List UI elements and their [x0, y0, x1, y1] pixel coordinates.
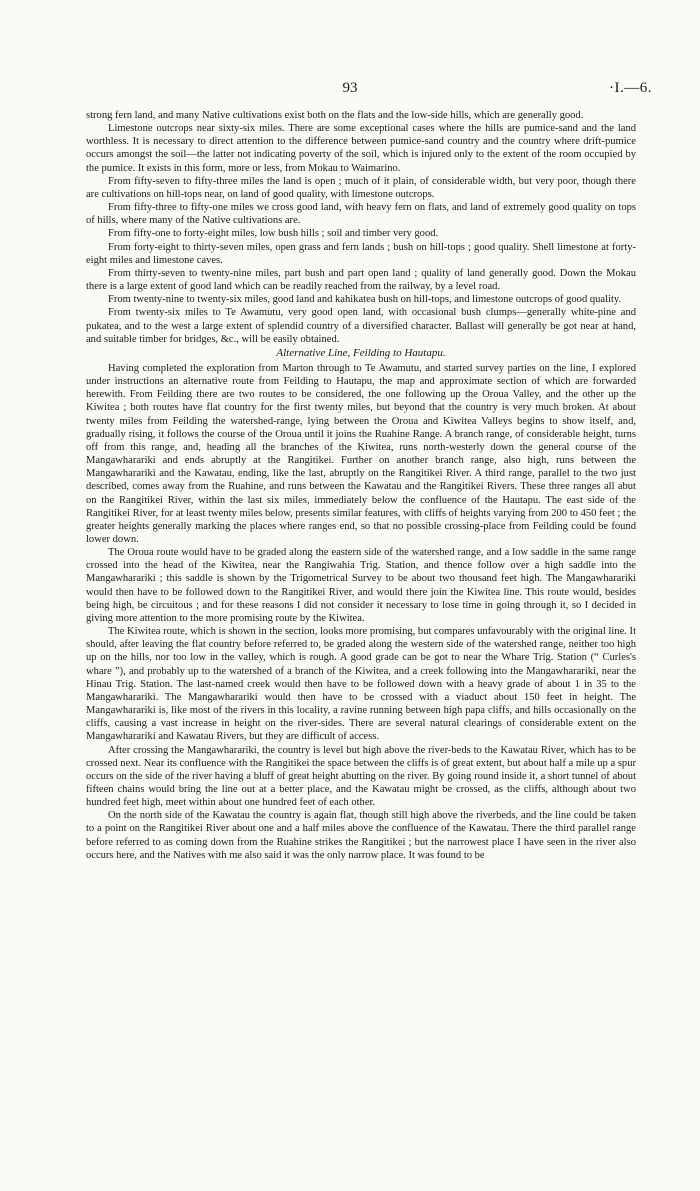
paragraph: The Oroua route would have to be graded along the eastern side of the watershed range, and a low saddle in the same range crossed into the head of the Kiwitea, near the Rangiwahia Trig. Station, and thence follow over a high saddle into the Mangawharariki ; this saddle is shown by the Trigometrical Survey to be about two thousand feet high. The Mangawharariki would then have to be followed down to the Rangitikei River, and would there join the Kiwitea line. This route would, besides being high, be circuitous ; and for these reasons I did not consider it necessary to lose time in going through it, so I decided in giving more attention to the more promising route by the Kiwitea. — [86, 547, 636, 624]
section-heading: Alternative Line, Feilding to Hautapu. — [276, 346, 446, 359]
paragraph: From thirty-seven to twenty-nine miles, part bush and part open land ; quality of land generally good. Down the Mokau there is a large extent of good land which can be readily reached from the railway, by a level road. — [86, 267, 636, 293]
body-text — [86, 109, 636, 862]
paragraph: On the north side of the Kawatau the country is again flat, though still high above the riverbeds, and the line could be taken to a point on the Rangitikei River about one and a half miles above the confluence of the Kawatau. There the third parallel range before referred to as coming down from the Ruahine strikes the Rangitikei ; but the narrowest place I have seen in the river also occurs here, and the Natives with me also said it was the only narrow place. It was found to be — [86, 810, 636, 861]
paragraph: After crossing the Mangawharariki, the country is level but high above the river-beds to the Kawatau River, which has to be crossed next. Near its confluence with the Rangitikei the space between the cliffs is of great extent, but about half a mile up a spur occurs on the side of the river having a bluff of great height abutting on the river. By going round inside it, a short tunnel of about fifteen chains would bring the line out at a better place, and the Kawatau might be crossed, as the cliffs, although about two hundred feet high, meet within about one hundred feet of each other. — [86, 744, 636, 809]
document-reference: ·I.—6. — [609, 80, 652, 96]
paragraph: strong fern land, and many Native cultivations exist both on the flats and the low-side hills, which are generally good. — [86, 110, 584, 121]
paragraph: The Kiwitea route, which is shown in the section, looks more promising, but compares unfavourably with the original line. It should, after leaving the flat country before referred to, be graded along the western side of the watershed range, neither too high up on the hills, nor too low in the valley, which is rough. A good grade can be got to near the Whare Trig. Station (“ Curles's whare ”), and probably up to the watershed of a branch of the Kiwitea, and a creek following into the Mangawharariki, near the Hinau Trig. Station. The last-named creek would then have to be followed down with a heavy grade of about 1 in 35 to the Mangawharariki. The Mangawharariki would then have to be crossed with a viaduct about 150 feet in height. The Mangawharariki is, like most of the rivers in this locality, a ravine running between high papa cliffs, and hills occasionally on the cliffs, causing a vast increase in height on the river-sides. There are several natural clearings of considerable extent on the Mangawharariki and Kawatau Rivers, but they are difficult of access. — [86, 626, 636, 743]
page-number: 93 — [342, 80, 358, 96]
paragraph: Limestone outcrops near sixty-six miles. There are some exceptional cases where the hills are pumice-sand and the land worthless. It is necessary to direct attention to the difference between pumice-sand country and the country where drift-pumice occurs amongst the soil—the latter not indicating poverty of the soil, which is injured only to the extent of the room occupied by the pumice. It exists in this form, more or less, from Mokau to Waimarino. — [86, 123, 636, 174]
paragraph: From twenty-six miles to Te Awamutu, very good open land, with occasional bush clumps—generally white-pine and pukatea, and to the west a large extent of splendid country of a diversified character. Ballast will generally be got near at hand, and suitable timber for bridges, &c., will be easily obtained. — [86, 307, 636, 345]
paragraph: From forty-eight to thirty-seven miles, open grass and fern lands ; bush on hill-tops ; good quality. Shell limestone at forty-eight miles and limestone caves. — [86, 241, 636, 266]
paragraph: From fifty-seven to fifty-three miles the land is open ; much of it plain, of considerable width, but very poor, though there are cultivations on hill-tops near, on land of good quality, with limestone outcrops. — [86, 175, 636, 200]
paragraph: Having completed the exploration from Marton through to Te Awamutu, and started survey parties on the line, I explored under instructions an alternative route from Feilding to Hautapu, the map and approximate section of which are forwarded herewith. From Feilding there are two routes to be considered, the one following up the Oroua Valley, and the other up the Kiwitea ; both routes have flat country for the first twenty miles, but beyond that the country is very much broken. At about twenty miles from Feilding the watershed-range, lying between the Oroua and Kiwitea Valleys begins to show itself, and, gradually rising, it follows the course of the Oroua until it joins the Ruahine Range. A branch range, of considerable height, turns off from this range, and, heading all the branches of the Kiwitea, runs north-westerly down the general course of the Mangawharariki and ends abruptly at the Rangitikei. Further on another branch range, also high, runs between the Mangawharariki and the Kawatau, ending, like the last, abruptly on the Rangitikei River. A third range, parallel to the two just described, comes away from the Ruahine, and runs between the Kawatau and the Rangitikei Rivers. These three ranges all abut on the Rangitikei River, within the last six miles, immediately below the confluence of the Hautapu. The east side of the Rangitikei River, for at least twenty miles below, presents similar features, with cliffs of heights varying from 200 to 450 feet ; the greater heights generally marking the places where ranges end, so that no possible crossing-place from Feilding could be found lower down. — [86, 362, 636, 545]
paragraph: From fifty-three to fifty-one miles we cross good land, with heavy fern on flats, and land of extremely good quality on tops of hills, where many of the Native cultivations are. — [86, 202, 636, 227]
paragraph: From fifty-one to forty-eight miles, low bush hills ; soil and timber very good. — [108, 228, 439, 240]
paragraph: From twenty-nine to twenty-six miles, good land and kahikatea bush on hill-tops, and limestone outcrops of good quality. — [108, 294, 622, 306]
